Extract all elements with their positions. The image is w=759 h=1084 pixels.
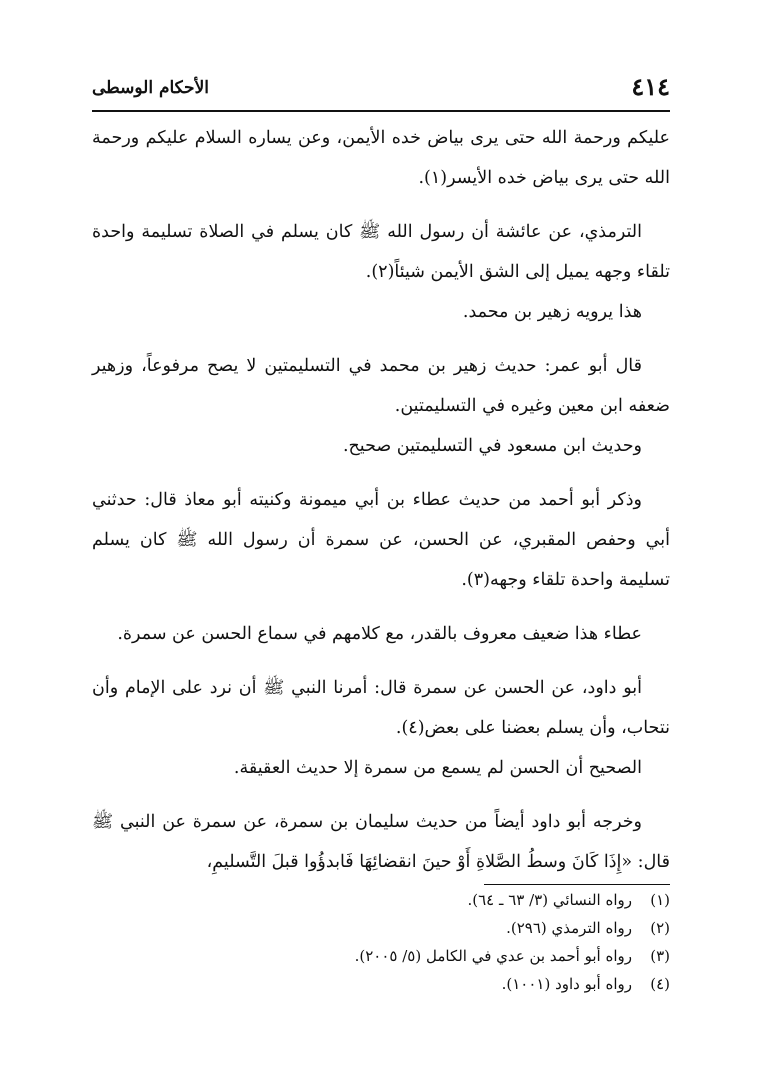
paragraph: عليكم ورحمة الله حتى يرى بياض خده الأيمن، وعن يساره السلام عليكم ورحمة الله حتى يرى بياض خده الأيسر(١). xyxy=(92,128,670,188)
paragraph: الصحيح أن الحسن لم يسمع من سمرة إلا حديث العقيقة. xyxy=(233,758,642,778)
paragraph: وذكر أبو أحمد من حديث عطاء بن أبي ميمونة وكنيته أبو معاذ قال: حدثني أبي وحفص المقبري، عن الحسن، عن سمرة أن رسول الله ﷺ كان يسلم تسليمة واحدة تلقاء وجهه(٣). xyxy=(92,490,670,590)
footnote xyxy=(92,914,670,942)
footnote xyxy=(92,970,670,998)
header-divider xyxy=(92,110,670,112)
running-title: الأحكام الوسطى xyxy=(92,78,209,98)
footnote-text: رواه النسائي (٣/ ٦٣ ـ ٦٤). xyxy=(467,891,632,909)
footnote-divider xyxy=(484,884,670,885)
footnote-number: (٤) xyxy=(650,975,670,993)
footnote-text: رواه أبو أحمد بن عدي في الكامل (٥/ ٢٠٠٥). xyxy=(354,947,632,965)
page-header xyxy=(92,72,670,106)
paragraph: عطاء هذا ضعيف معروف بالقدر، مع كلامهم في سماع الحسن عن سمرة. xyxy=(117,624,642,644)
main-text xyxy=(92,118,670,882)
footnote-number: (١) xyxy=(650,891,670,909)
paragraph: وحديث ابن مسعود في التسليمتين صحيح. xyxy=(342,436,642,456)
paragraph: الترمذي، عن عائشة أن رسول الله ﷺ كان يسلم في الصلاة تسليمة واحدة تلقاء وجهه يميل إلى الشق الأيمن شيئاً(٢). xyxy=(92,222,670,282)
paragraph: قال أبو عمر: حديث زهير بن محمد في التسليمتين لا يصح مرفوعاً، وزهير ضعفه ابن معين وغيره في التسليمتين. xyxy=(92,356,670,416)
footnotes xyxy=(92,886,670,998)
footnote-number: (٣) xyxy=(650,947,670,965)
footnote-number: (٢) xyxy=(650,919,670,937)
paragraph: هذا يرويه زهير بن محمد. xyxy=(462,302,642,322)
footnote-text: رواه الترمذي (٢٩٦). xyxy=(506,919,632,937)
footnote xyxy=(92,942,670,970)
footnote xyxy=(92,886,670,914)
footnote-text: رواه أبو داود (١٠٠١). xyxy=(501,975,632,993)
page-number: ٤١٤ xyxy=(631,72,670,101)
paragraph: وخرجه أبو داود أيضاً من حديث سليمان بن سمرة، عن سمرة عن النبي ﷺ قال: «إِذَا كَانَ وسطُ الصَّلاةِ أَوْ حينَ انقضائِهَا فَابدؤُوا قبلَ التَّسليمِ، xyxy=(92,812,670,872)
paragraph: أبو داود، عن الحسن عن سمرة قال: أمرنا النبي ﷺ أن نرد على الإمام وأن نتحاب، وأن يسلم بعضنا على بعض(٤). xyxy=(92,678,670,738)
